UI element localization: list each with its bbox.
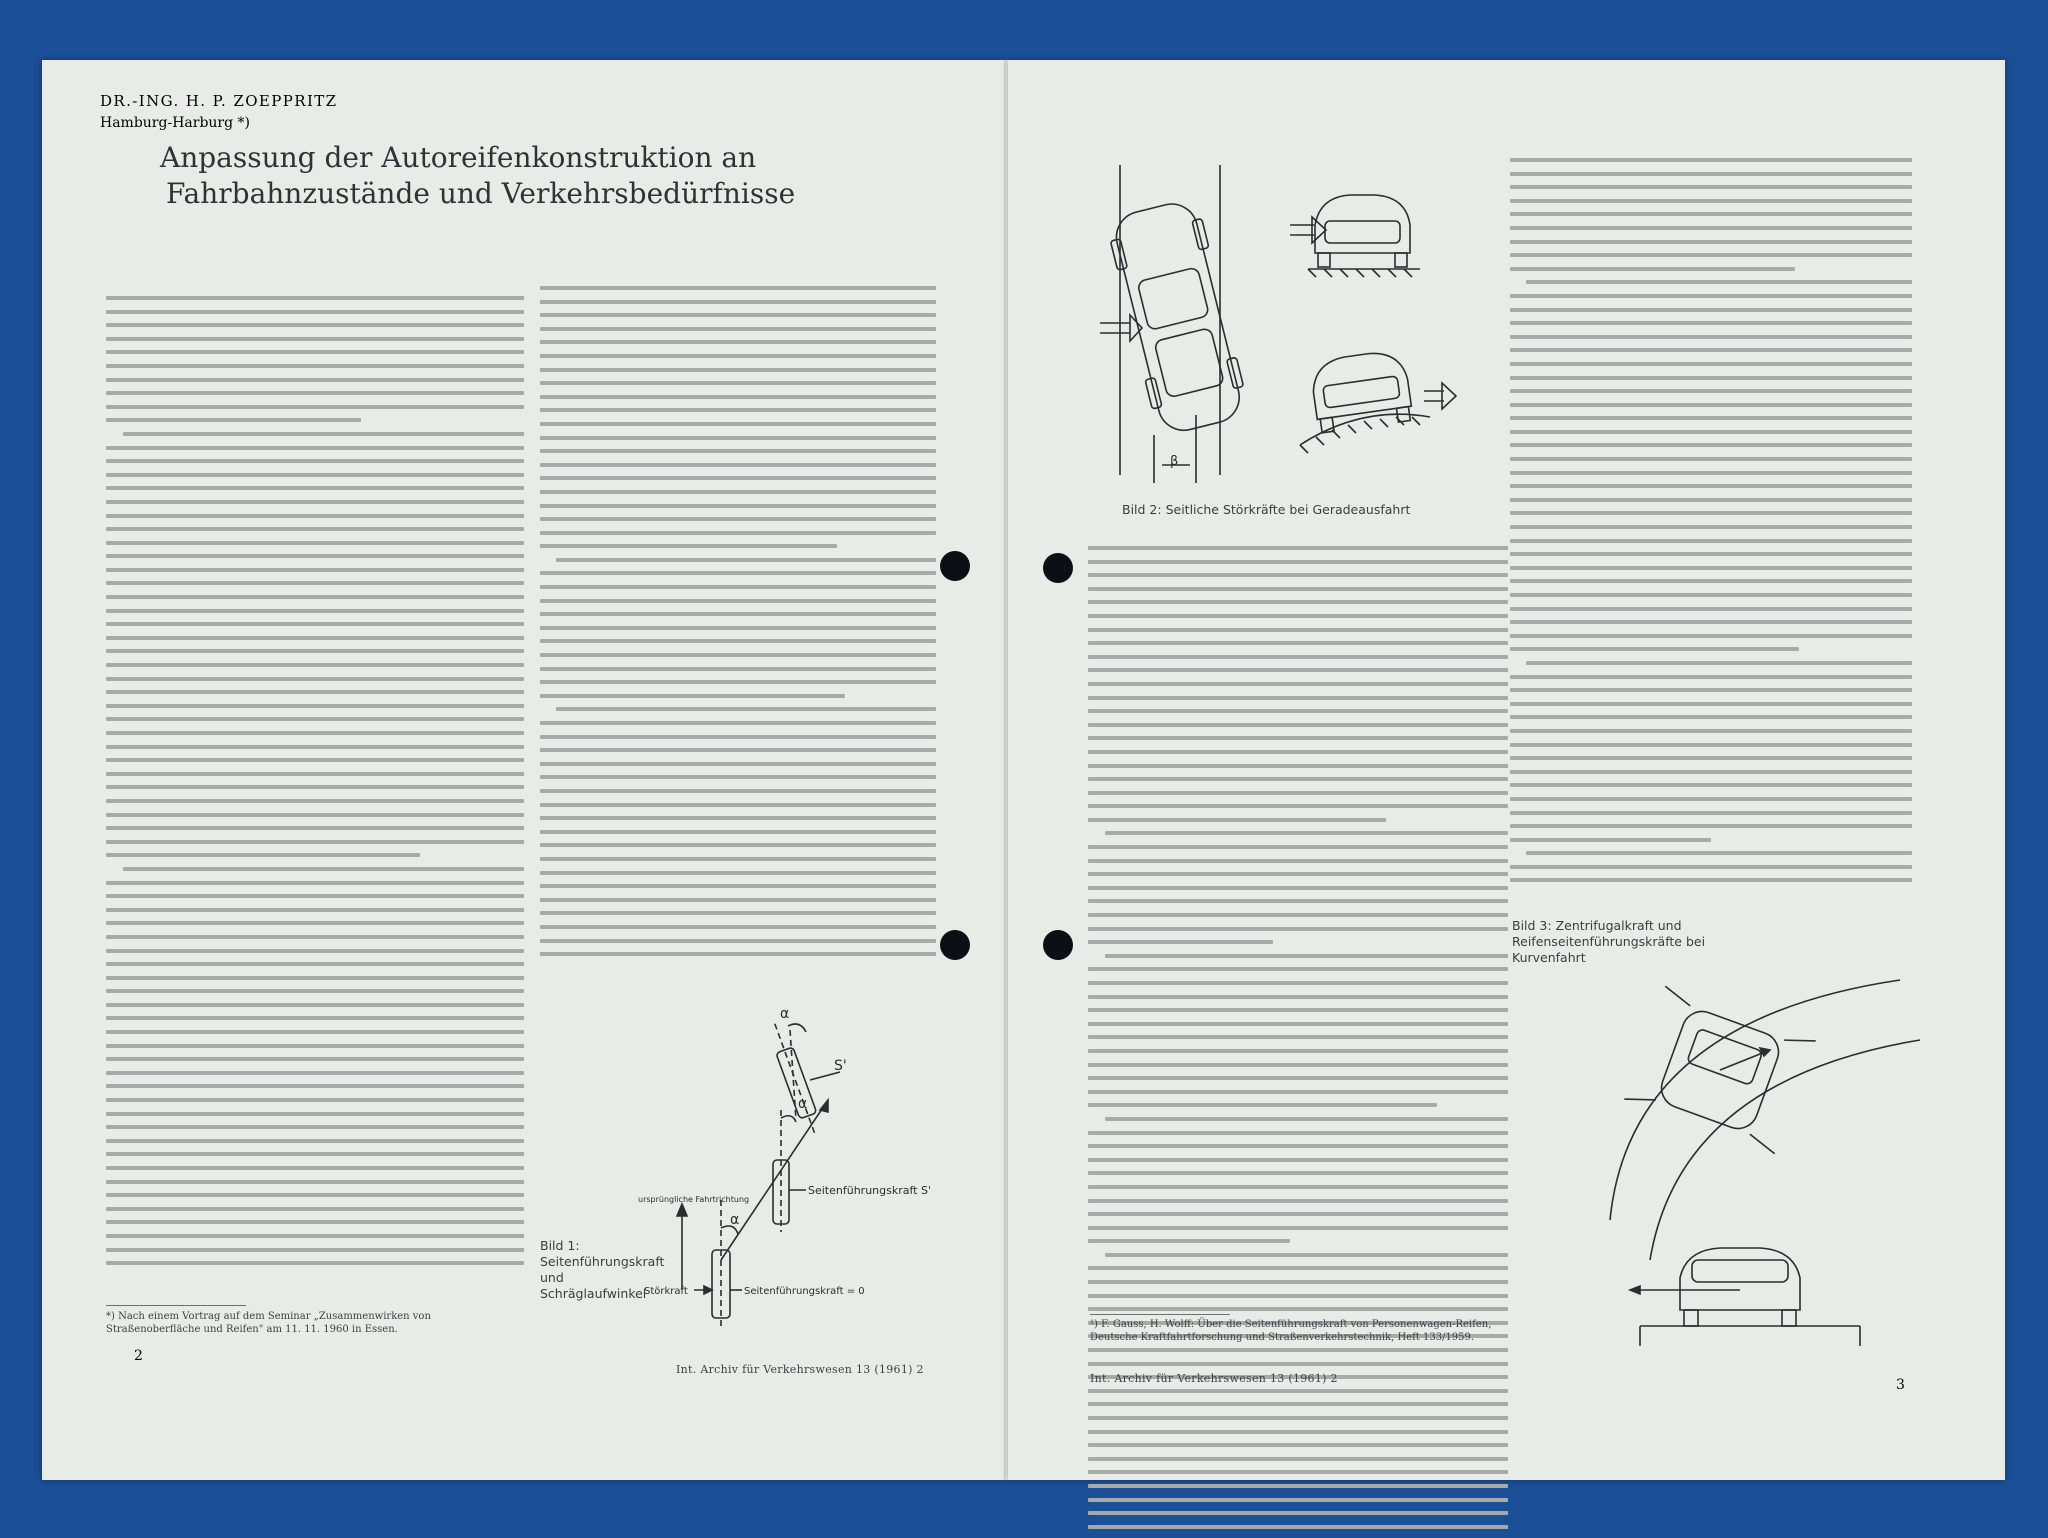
car-top-view [1105,197,1250,437]
figure-2-caption: Bild 2: Seitliche Störkräfte bei Geradeausfahrt [1122,502,1411,517]
footnote-rule [106,1305,246,1306]
text-line-placeholder [1088,913,1508,917]
text-line-placeholder [1088,804,1508,808]
text-line-placeholder [1088,859,1508,863]
page-footer: Int. Archiv für Verkehrswesen 13 (1961) 2 [676,1363,924,1376]
text-line-placeholder [106,772,524,776]
text-line-placeholder [1088,1022,1508,1026]
text-line-placeholder [1526,661,1912,665]
text-line-placeholder [106,935,524,939]
binder-hole [940,930,970,960]
article-title [160,140,880,212]
footnote-rule [1090,1314,1230,1315]
text-line-placeholder [540,381,936,385]
binder-hole [940,551,970,581]
text-line-placeholder [1510,566,1912,570]
text-line-placeholder [1510,579,1912,583]
text-line-placeholder [1088,1266,1508,1270]
text-line-placeholder [106,704,524,708]
text-line-placeholder [106,731,524,735]
text-line-placeholder [1105,831,1508,835]
text-line-placeholder [540,898,936,902]
text-line-placeholder [1088,1171,1508,1175]
text-line-placeholder [106,1112,524,1116]
text-line-placeholder [540,504,936,508]
text-line-placeholder [106,609,524,613]
text-line-placeholder [1510,634,1912,638]
text-line-placeholder [540,735,936,739]
text-line-placeholder [106,1152,524,1156]
text-line-placeholder [106,1234,524,1238]
text-line-placeholder [1510,675,1912,679]
text-line-placeholder [106,799,524,803]
text-line-placeholder [106,1193,524,1197]
label-side-force-zero: Seitenführungskraft = 0 [744,1286,865,1297]
text-line-placeholder [106,677,524,681]
text-line-placeholder [1510,539,1912,543]
text-line-placeholder [106,541,524,545]
text-line-placeholder [1088,560,1508,564]
text-line-placeholder [540,476,936,480]
text-line-placeholder [106,459,524,463]
text-line-placeholder [1510,240,1912,244]
text-line-placeholder [106,1261,524,1265]
text-line-placeholder [1088,1294,1508,1298]
text-line-placeholder [1088,1131,1508,1135]
text-column-left-2 [540,286,936,966]
text-line-placeholder [540,436,936,440]
text-line-placeholder [106,785,524,789]
text-line-placeholder [1510,308,1912,312]
text-line-placeholder [1510,199,1912,203]
text-line-placeholder [1088,600,1508,604]
text-line-placeholder [540,639,936,643]
text-line-placeholder [106,310,524,314]
text-line-placeholder [106,622,524,626]
text-line-placeholder [1510,457,1912,461]
text-line-placeholder [1088,709,1508,713]
text-line-placeholder [1510,484,1912,488]
footnote: *) Nach einem Vortrag auf dem Seminar „Zusammenwirken von Straßenoberfläche und Reifen" am 11. 11. 1960 in Essen. [106,1311,431,1335]
text-line-placeholder [540,490,936,494]
text-line-placeholder [1510,348,1912,352]
text-line-placeholder [540,884,936,888]
text-line-placeholder [106,1044,524,1048]
label-beta: β [1170,454,1179,469]
text-line-placeholder [1510,620,1912,624]
text-line-placeholder [1510,688,1912,692]
figure-1-diagram [630,1000,950,1330]
text-line-placeholder [106,840,524,844]
text-line-placeholder [540,803,936,807]
page-number: 3 [1896,1377,1905,1393]
text-line-placeholder [540,680,936,684]
figure-2-diagram [1100,165,1500,485]
title-line-2: Fahrbahnzustände und Verkehrsbedürfnisse [166,177,796,210]
text-line-placeholder [540,789,936,793]
car-front-view-tilted [1309,349,1413,434]
text-line-placeholder [106,636,524,640]
text-line-placeholder [1510,647,1799,651]
text-line-placeholder [540,762,936,766]
text-line-placeholder [1088,736,1508,740]
text-line-placeholder [1105,1253,1508,1257]
text-line-placeholder [1088,628,1508,632]
text-line-placeholder [540,313,936,317]
text-line-placeholder [1088,1416,1508,1420]
text-line-placeholder [1510,430,1912,434]
text-line-placeholder [1510,253,1912,257]
text-line-placeholder [106,1016,524,1020]
text-line-placeholder [1088,1239,1290,1243]
text-line-placeholder [1510,702,1912,706]
text-line-placeholder [106,649,524,653]
text-line-placeholder [1510,783,1912,787]
text-line-placeholder [1510,321,1912,325]
text-line-placeholder [106,881,524,885]
text-line-placeholder [106,894,524,898]
text-line-placeholder [540,626,936,630]
text-line-placeholder [1510,511,1912,515]
text-line-placeholder [540,517,936,521]
text-line-placeholder [1088,1199,1508,1203]
text-line-placeholder [1088,682,1508,686]
text-line-placeholder [106,1098,524,1102]
text-line-placeholder [540,463,936,467]
figure-3-diagram [1600,960,1930,1360]
text-line-placeholder [106,1030,524,1034]
text-line-placeholder [1088,1430,1508,1434]
text-line-placeholder [556,558,936,562]
text-line-placeholder [106,1180,524,1184]
text-line-placeholder [540,449,936,453]
text-line-placeholder [106,554,524,558]
text-line-placeholder [1088,899,1508,903]
text-column-right-2 [1510,158,1912,892]
text-line-placeholder [1088,614,1508,618]
text-line-placeholder [1088,573,1508,577]
text-line-placeholder [1510,797,1912,801]
text-line-placeholder [106,949,524,953]
text-line-placeholder [1510,185,1912,189]
text-line-placeholder [1510,525,1912,529]
text-line-placeholder [540,395,936,399]
text-line-placeholder [106,745,524,749]
text-line-placeholder [106,908,524,912]
title-line-1: Anpassung der Autoreifenkonstruktion an [160,141,757,174]
page-footer: Int. Archiv für Verkehrswesen 13 (1961) 2 [1090,1372,1338,1385]
text-line-placeholder [106,1003,524,1007]
text-line-placeholder [1088,1511,1508,1515]
text-line-placeholder [1510,294,1912,298]
text-line-placeholder [540,925,936,929]
footnote: ¹) F. Gauss, H. Wolff: Über die Seitenführungskraft von Personenwagen-Reifen, Deutsche Kraftfahrtforschung und Straßenverkehrstechnik, Heft 133/1959. [1090,1319,1492,1343]
text-line-placeholder [106,1057,524,1061]
text-line-placeholder [106,1125,524,1129]
text-line-placeholder [106,364,524,368]
text-line-placeholder [1088,1402,1508,1406]
text-line-placeholder [106,826,524,830]
text-line-placeholder [1510,471,1912,475]
text-line-placeholder [106,976,524,980]
text-line-placeholder [106,500,524,504]
text-line-placeholder [106,690,524,694]
text-line-placeholder [540,327,936,331]
page-number: 2 [134,1348,143,1364]
text-line-placeholder [106,391,524,395]
text-line-placeholder [1088,1498,1508,1502]
figure-3-caption: Bild 3: Zentrifugalkraft und Reifenseitenführungskräfte bei Kurvenfahrt [1512,918,1706,965]
text-line-placeholder [1526,851,1912,855]
text-line-placeholder [540,952,936,956]
text-line-placeholder [1510,865,1912,869]
label-disturbing-force: Störkraft [644,1286,688,1297]
text-line-placeholder [1105,1117,1508,1121]
text-line-placeholder [1088,995,1508,999]
text-line-placeholder [1510,756,1912,760]
text-line-placeholder [1088,872,1508,876]
label-alpha-middle: α [798,1096,808,1112]
text-line-placeholder [1510,715,1912,719]
text-line-placeholder [1510,811,1912,815]
text-line-placeholder [123,432,524,436]
text-line-placeholder [1510,172,1912,176]
text-line-placeholder [106,758,524,762]
text-line-placeholder [1510,158,1912,162]
text-line-placeholder [1510,552,1912,556]
text-line-placeholder [1510,335,1912,339]
text-line-placeholder [1088,668,1508,672]
text-line-placeholder [106,405,524,409]
text-line-placeholder [1088,791,1508,795]
text-line-placeholder [106,296,524,300]
text-line-placeholder [106,568,524,572]
text-line-placeholder [1088,1443,1508,1447]
text-line-placeholder [1088,981,1508,985]
binder-hole [1043,553,1073,583]
text-line-placeholder [1088,967,1508,971]
text-line-placeholder [1510,743,1912,747]
text-line-placeholder [1510,443,1912,447]
text-line-placeholder [106,717,524,721]
affiliation: Hamburg-Harburg *) [100,115,250,131]
text-line-placeholder [106,962,524,966]
text-line-placeholder [123,867,524,871]
text-line-placeholder [1088,1348,1508,1352]
text-line-placeholder [1088,1212,1508,1216]
text-line-placeholder [1088,1525,1508,1529]
text-line-placeholder [540,531,936,535]
text-line-placeholder [1088,1362,1508,1366]
text-line-placeholder [106,323,524,327]
text-line-placeholder [1510,838,1711,842]
text-line-placeholder [106,853,420,857]
text-line-placeholder [1088,1103,1437,1107]
text-line-placeholder [1510,593,1912,597]
text-line-placeholder [540,544,837,548]
text-line-placeholder [540,857,936,861]
text-line-placeholder [106,813,524,817]
text-line-placeholder [1088,1144,1508,1148]
text-line-placeholder [540,354,936,358]
text-line-placeholder [540,939,936,943]
text-line-placeholder [1088,546,1508,550]
binder-hole [1043,930,1073,960]
label-s-prime: S' [834,1058,847,1074]
text-line-placeholder [1088,1307,1508,1311]
text-line-placeholder [1088,886,1508,890]
text-line-placeholder [1510,498,1912,502]
text-line-placeholder [1088,940,1273,944]
text-line-placeholder [1088,1484,1508,1488]
figure-1-caption: Bild 1: Seitenführungskraft und Schräglaufwinkel [540,1238,665,1301]
text-line-placeholder [1510,824,1912,828]
car-front-view-flat [1315,195,1410,253]
text-line-placeholder [540,667,936,671]
text-line-placeholder [1088,587,1508,591]
text-column-right-1 [1088,546,1508,1538]
text-line-placeholder [1088,1063,1508,1067]
text-line-placeholder [540,599,936,603]
text-line-placeholder [106,581,524,585]
text-line-placeholder [540,843,936,847]
text-line-placeholder [106,446,524,450]
text-line-placeholder [106,1248,524,1252]
text-line-placeholder [540,408,936,412]
text-line-placeholder [1510,878,1912,882]
text-line-placeholder [1088,1185,1508,1189]
text-line-placeholder [1510,212,1912,216]
text-line-placeholder [540,571,936,575]
text-line-placeholder [1088,1158,1508,1162]
text-line-placeholder [1088,845,1508,849]
label-original-direction: ursprüngliche Fahrtrichtung [638,1195,750,1204]
text-line-placeholder [1510,362,1912,366]
text-line-placeholder [540,340,936,344]
text-line-placeholder [1510,389,1912,393]
text-line-placeholder [1510,376,1912,380]
car-rear-view [1680,1248,1800,1310]
text-line-placeholder [1510,267,1795,271]
text-line-placeholder [106,921,524,925]
text-line-placeholder [106,527,524,531]
text-line-placeholder [106,1139,524,1143]
text-line-placeholder [1088,723,1508,727]
text-line-placeholder [106,1207,524,1211]
text-line-placeholder [1088,927,1508,931]
text-line-placeholder [1088,696,1508,700]
text-line-placeholder [1105,954,1508,958]
text-line-placeholder [106,1166,524,1170]
text-line-placeholder [1088,777,1508,781]
text-line-placeholder [106,1220,524,1224]
text-line-placeholder [1510,226,1912,230]
text-column-left-1 [106,296,524,1275]
text-line-placeholder [1088,641,1508,645]
text-line-placeholder [540,300,936,304]
text-line-placeholder [540,286,936,290]
label-side-force-s: Seitenführungskraft S' [808,1184,931,1197]
text-line-placeholder [540,748,936,752]
text-line-placeholder [1088,1226,1508,1230]
text-line-placeholder [1088,764,1508,768]
text-line-placeholder [1088,1470,1508,1474]
text-line-placeholder [1088,1389,1508,1393]
text-line-placeholder [106,1071,524,1075]
text-line-placeholder [540,422,936,426]
text-line-placeholder [1088,1090,1508,1094]
author: DR.-ING. H. P. ZOEPPRITZ [100,92,338,110]
text-line-placeholder [106,418,361,422]
text-line-placeholder [540,653,936,657]
text-line-placeholder [540,612,936,616]
text-line-placeholder [1088,1049,1508,1053]
text-line-placeholder [1088,1457,1508,1461]
text-line-placeholder [540,585,936,589]
text-line-placeholder [556,707,936,711]
text-line-placeholder [540,368,936,372]
text-line-placeholder [540,816,936,820]
text-line-placeholder [106,595,524,599]
text-line-placeholder [1510,607,1912,611]
text-line-placeholder [1088,655,1508,659]
text-line-placeholder [1526,280,1912,284]
text-line-placeholder [1088,818,1386,822]
text-line-placeholder [540,871,936,875]
text-line-placeholder [540,911,936,915]
text-line-placeholder [106,337,524,341]
text-line-placeholder [106,350,524,354]
text-line-placeholder [106,486,524,490]
text-line-placeholder [106,378,524,382]
text-line-placeholder [540,694,845,698]
text-line-placeholder [106,1084,524,1088]
text-line-placeholder [106,473,524,477]
label-alpha-lower: α [730,1212,740,1228]
text-line-placeholder [1510,729,1912,733]
text-line-placeholder [106,989,524,993]
text-line-placeholder [1088,1280,1508,1284]
text-line-placeholder [540,721,936,725]
text-line-placeholder [106,663,524,667]
text-line-placeholder [1088,750,1508,754]
text-line-placeholder [1510,770,1912,774]
text-line-placeholder [1088,1076,1508,1080]
text-line-placeholder [540,775,936,779]
text-line-placeholder [540,830,936,834]
text-line-placeholder [106,514,524,518]
text-line-placeholder [1088,1008,1508,1012]
text-line-placeholder [1510,416,1912,420]
label-alpha-top: α [780,1006,790,1022]
text-line-placeholder [1088,1035,1508,1039]
text-line-placeholder [1510,403,1912,407]
